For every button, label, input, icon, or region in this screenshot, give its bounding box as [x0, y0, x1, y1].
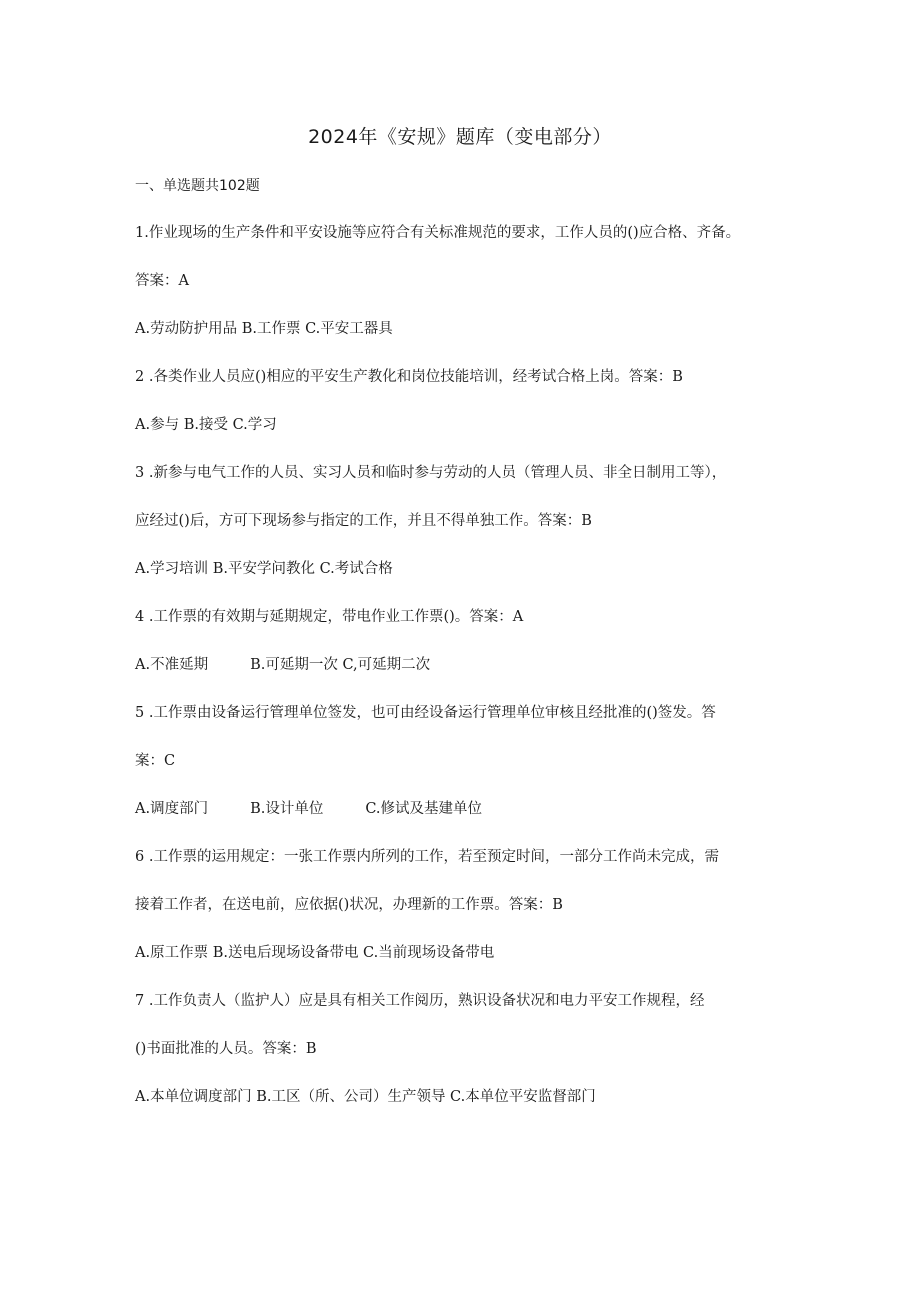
question-4-option-bc: B.可延期一次 C,可延期二次 — [250, 657, 431, 673]
question-6-text-line-1: 6 .工作票的运用规定：一张工作票内所列的工作，若至预定时间，一部分工作尚未完成，需 — [135, 849, 719, 865]
question-1-text: 1.作业现场的生产条件和平安设施等应符合有关标准规范的要求，工作人员的()应合格、齐备。 — [135, 225, 741, 241]
question-4-options — [135, 656, 430, 674]
question-3-text-line-2: 应经过()后，方可下现场参与指定的工作，并且不得单独工作。答案：B — [135, 513, 592, 529]
question-5-option-c: C.修试及基建单位 — [365, 801, 483, 817]
question-3-options: A.学习培训 B.平安学问教化 C.考试合格 — [135, 561, 393, 577]
question-5-options — [135, 800, 482, 818]
question-4-option-a: A.不准延期 — [135, 657, 209, 673]
question-5-text-line-1: 5 .工作票由设备运行管理单位签发，也可由经设备运行管理单位审核且经批准的()签发。答 — [135, 705, 716, 721]
question-7-text-line-1: 7 .工作负责人（监护人）应是具有相关工作阅历，熟识设备状况和电力平安工作规程，经 — [135, 993, 705, 1009]
question-1-options: A.劳动防护用品 B.工作票 C.平安工器具 — [135, 321, 393, 337]
question-7-text-line-2: ()书面批准的人员。答案：B — [135, 1041, 317, 1057]
question-4-text: 4 .工作票的有效期与延期规定，带电作业工作票()。答案：A — [135, 609, 524, 625]
section-heading: 一、单选题共102题 — [135, 178, 260, 194]
document-title: 2024年《安规》题库（变电部分） — [308, 126, 612, 148]
question-5-option-a: A.调度部门 — [135, 801, 209, 817]
question-2-text: 2 .各类作业人员应()相应的平安生产教化和岗位技能培训，经考试合格上岗。答案：B — [135, 369, 683, 385]
question-6-text-line-2: 接着工作者，在送电前，应依据()状况，办理新的工作票。答案：B — [135, 897, 563, 913]
question-5-text-line-2: 案：C — [135, 753, 176, 769]
question-3-text-line-1: 3 .新参与电气工作的人员、实习人员和临时参与劳动的人员（管理人员、非全日制用工等）， — [135, 465, 727, 481]
question-6-options: A.原工作票 B.送电后现场设备带电 C.当前现场设备带电 — [135, 945, 495, 961]
question-7-options: A.本单位调度部门 B.工区（所、公司）生产领导 C.本单位平安监督部门 — [135, 1089, 596, 1105]
question-2-options: A.参与 B.接受 C.学习 — [135, 417, 277, 433]
question-1-answer: 答案：A — [135, 273, 189, 289]
question-5-option-b: B.设计单位 — [250, 801, 324, 817]
